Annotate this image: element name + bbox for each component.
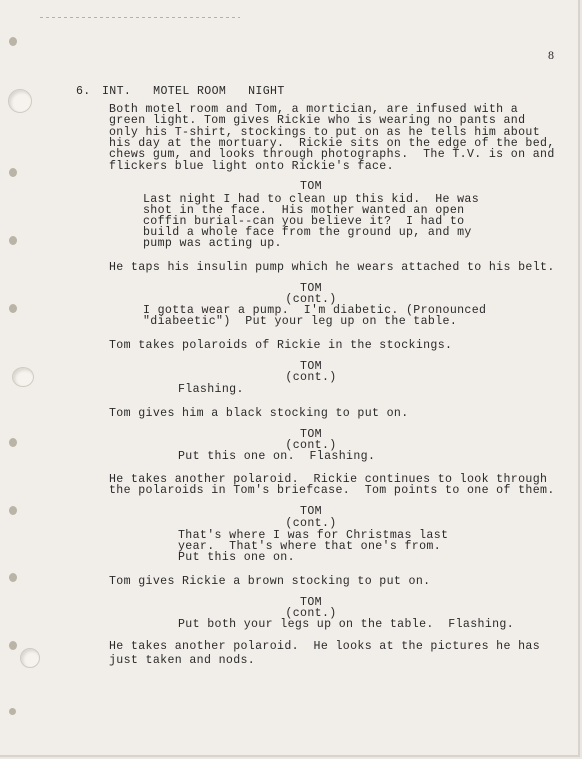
character-extension: (cont.): [285, 517, 337, 530]
binder-hole: [9, 641, 17, 650]
character-name: TOM: [300, 428, 322, 441]
binder-ring-hole: [20, 648, 40, 668]
character-name: TOM: [300, 282, 322, 295]
action-line: green light. Tom gives Rickie who is wearing no pants and: [109, 114, 526, 127]
action-line: just taken and nods.: [109, 654, 256, 667]
character-name: TOM: [300, 180, 322, 193]
character-extension: (cont.): [285, 371, 337, 384]
dialogue-line: build a whole face from the ground up, and my: [143, 226, 472, 239]
scene-heading: INT. MOTEL ROOM NIGHT: [102, 85, 285, 98]
scene-number: 6.: [76, 85, 91, 98]
character-extension: (cont.): [285, 439, 337, 452]
binder-ring-hole: [8, 89, 32, 113]
action-line: Tom gives Rickie a brown stocking to put on.: [109, 575, 431, 588]
action-line: He takes another polaroid. He looks at the pictures he has: [109, 640, 541, 653]
dialogue-line: Last night I had to clean up this kid. He was: [143, 193, 480, 206]
dialogue-line: Put this one on.: [178, 551, 295, 564]
dialogue-line: pump was acting up.: [143, 237, 282, 250]
action-line: chews gum, and looks through photographs. The T.V. is on and: [109, 148, 555, 161]
binder-hole: [9, 573, 17, 582]
top-rule: [40, 17, 240, 18]
action-line: He takes another polaroid. Rickie continues to look through: [109, 473, 548, 486]
action-line: only his T-shirt, stockings to put on as he tells him about: [109, 126, 541, 139]
character-extension: (cont.): [285, 607, 337, 620]
character-name: TOM: [300, 360, 322, 373]
action-line: Tom takes polaroids of Rickie in the stockings.: [109, 339, 453, 352]
action-line: Tom gives him a black stocking to put on.: [109, 407, 409, 420]
page-number: 8: [548, 48, 554, 62]
character-extension: (cont.): [285, 293, 337, 306]
binder-hole: [9, 168, 17, 177]
character-name: TOM: [300, 596, 322, 609]
action-line: flickers blue light onto Rickie's face.: [109, 160, 394, 173]
character-name: TOM: [300, 505, 322, 518]
dialogue-line: coffin burial--can you believe it? I had to: [143, 215, 465, 228]
dialogue-line: shot in the face. His mother wanted an open: [143, 204, 465, 217]
dialogue-line: "diabeetic") Put your leg up on the table.: [143, 315, 458, 328]
dialogue-line: Flashing.: [178, 383, 244, 396]
binder-hole: [9, 304, 17, 313]
dialogue-line: Put both your legs up on the table. Flashing.: [178, 618, 515, 631]
binder-hole: [9, 37, 17, 46]
dialogue-line: year. That's where that one's from.: [178, 540, 441, 553]
action-line: the polaroids in Tom's briefcase. Tom points to one of them.: [109, 484, 555, 497]
binder-hole: [9, 708, 16, 715]
action-line: He taps his insulin pump which he wears attached to his belt.: [109, 261, 555, 274]
dialogue-line: That's where I was for Christmas last: [178, 529, 449, 542]
dialogue-line: I gotta wear a pump. I'm diabetic. (Pronounced: [143, 304, 487, 317]
dialogue-line: Put this one on. Flashing.: [178, 450, 376, 463]
binder-hole: [9, 236, 17, 245]
action-line: Both motel room and Tom, a mortician, are infused with a: [109, 103, 519, 116]
action-line: his day at the mortuary. Rickie sits on the edge of the bed,: [109, 137, 555, 150]
